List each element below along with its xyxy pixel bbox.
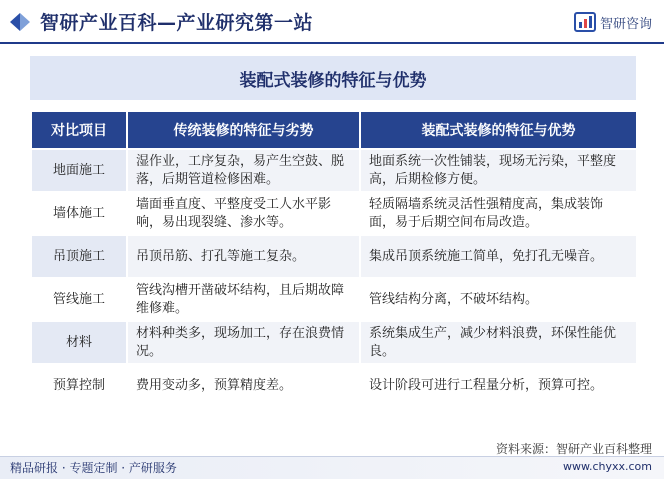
chart-logo-icon [574,12,596,32]
footer-services: 精品研报 · 专题定制 · 产研服务 [10,461,177,475]
table-row [32,365,636,406]
row-prefab: 系统集成生产，减少材料浪费，环保性能优良。 [361,322,636,363]
row-prefab: 集成吊顶系统施工简单，免打孔无噪音。 [361,236,636,277]
data-source: 资料来源：智研产业百科整理 [495,442,652,456]
row-item: 吊顶施工 [32,236,126,277]
row-traditional: 墙面垂直度、平整度受工人水平影响，易出现裂缝、渗水等。 [128,193,359,234]
row-prefab: 轻质隔墙系统灵活性强精度高，集成装饰面，易于后期空间布局改造。 [361,193,636,234]
brand-name: 智研咨询 [599,16,652,32]
row-item: 预算控制 [32,365,126,406]
comparison-table [30,110,638,408]
diamond-arrow-icon [8,11,32,33]
header-item: 对比项目 [32,112,126,148]
row-traditional: 吊顶吊筋、打孔等施工复杂。 [128,236,359,277]
row-prefab: 管线结构分离，不破坏结构。 [361,279,636,320]
row-traditional: 管线沟槽开凿破坏结构，且后期故障维修难。 [128,279,359,320]
table-header-row [32,112,636,148]
row-prefab: 设计阶段可进行工程量分析，预算可控。 [361,365,636,406]
table-title: 装配式装修的特征与优势 [239,70,427,91]
header-divider [0,42,664,44]
row-item: 材料 [32,322,126,363]
row-item: 墙体施工 [32,193,126,234]
table-row [32,279,636,320]
site-title: 智研产业百科—产业研究第一站 [40,12,314,34]
title-banner [30,56,636,100]
brand-logo[interactable] [574,11,652,33]
header-traditional: 传统装修的特征与劣势 [128,112,359,148]
row-item: 地面施工 [32,150,126,191]
table-row [32,193,636,234]
row-traditional: 材料种类多，现场加工，存在浪费情况。 [128,322,359,363]
row-prefab: 地面系统一次性铺装，现场无污染，平整度高，后期检修方便。 [361,150,636,191]
table-row [32,150,636,191]
row-traditional: 湿作业，工序复杂，易产生空鼓、脱落，后期管道检修困难。 [128,150,359,191]
row-item: 管线施工 [32,279,126,320]
page-header [0,0,664,42]
header-prefab: 装配式装修的特征与优势 [361,112,636,148]
row-traditional: 费用变动多，预算精度差。 [128,365,359,406]
table-row [32,322,636,363]
table-row [32,236,636,277]
footer-url-link[interactable]: www.chyxx.com [562,460,652,473]
